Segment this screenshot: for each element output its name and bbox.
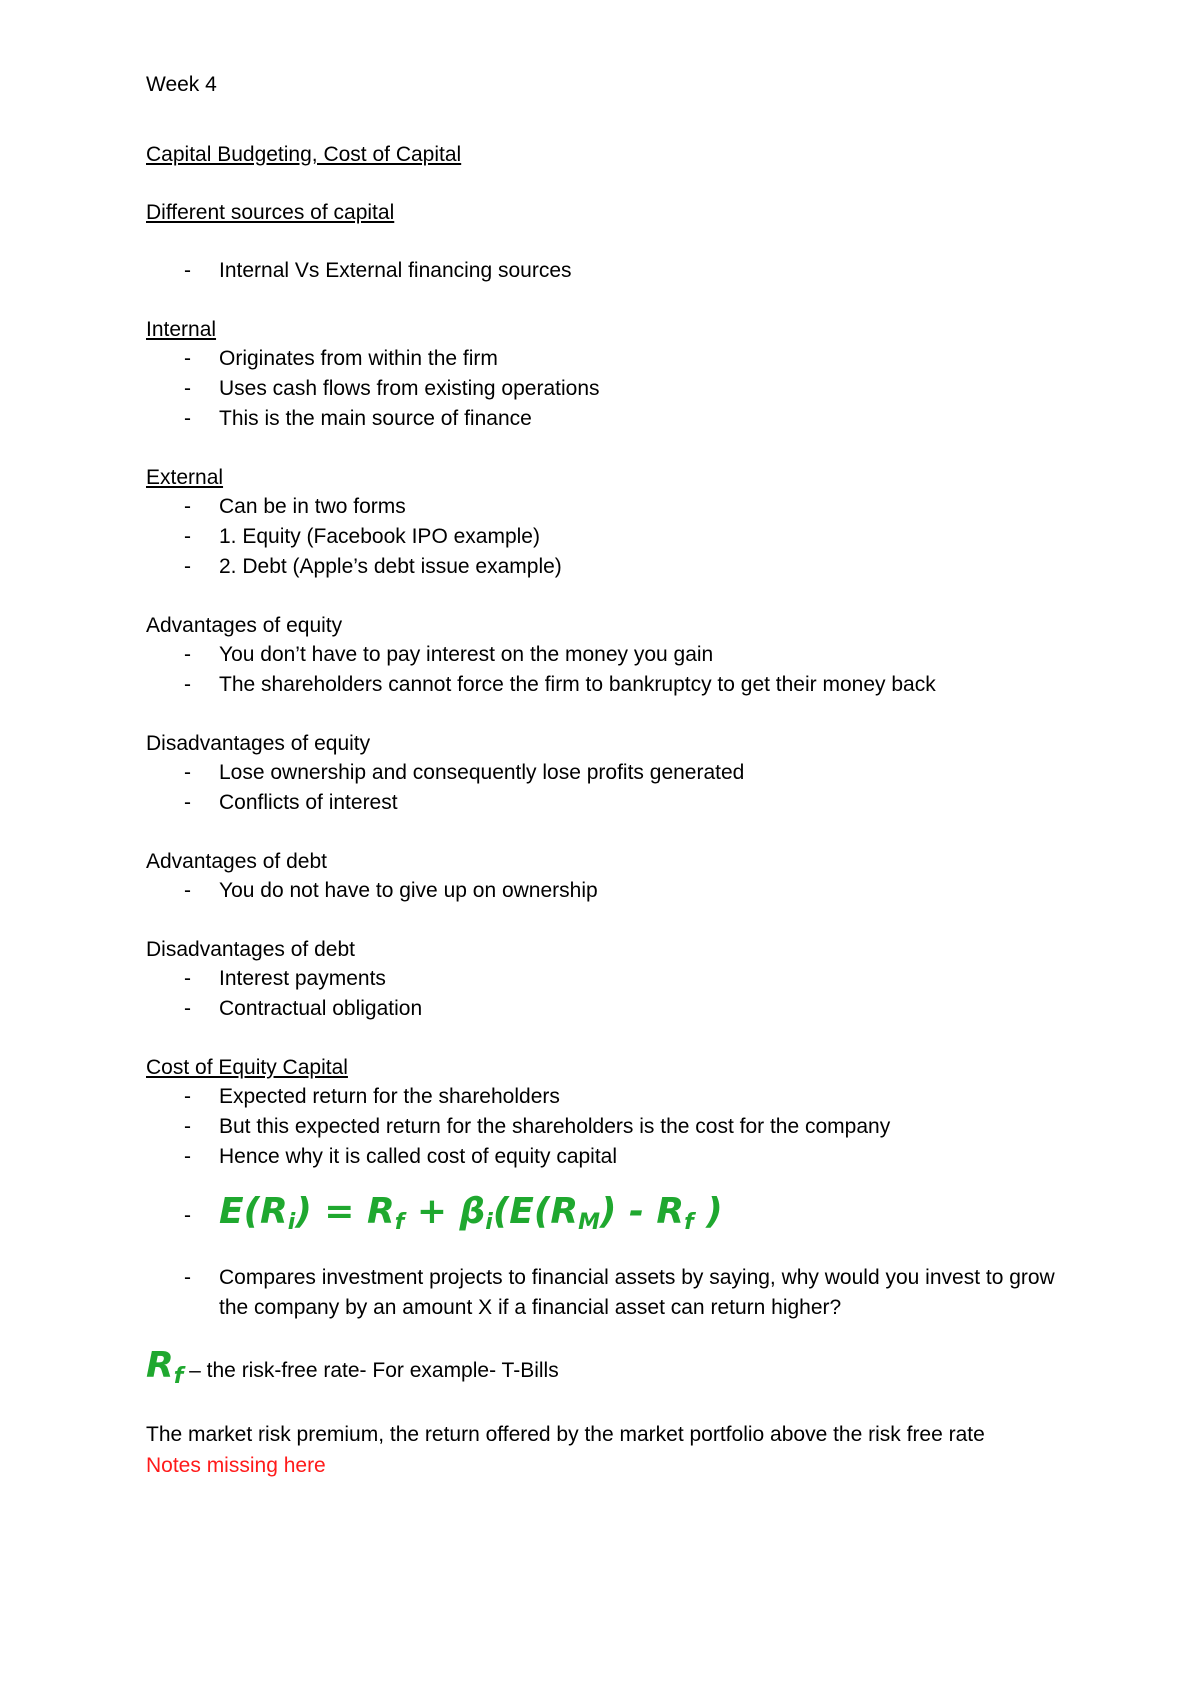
list-item: - Uses cash flows from existing operations (184, 377, 600, 400)
external-heading: External (146, 466, 224, 489)
page-title: Capital Budgeting, Cost of Capital (146, 143, 462, 166)
list-item: - Internal Vs External financing sources (184, 259, 572, 282)
adv-debt-heading: Advantages of debt (146, 850, 327, 873)
list-item: - But this expected return for the shareholders is the cost for the company (184, 1115, 891, 1138)
list-item: - Lose ownership and consequently lose profits generated (184, 761, 745, 784)
list-item: - The shareholders cannot force the firm to bankruptcy to get their money back (184, 673, 936, 696)
list-item: - Conflicts of interest (184, 791, 398, 814)
week-label: Week 4 (146, 73, 217, 96)
market-premium-text: The market risk premium, the return offered by the market portfolio above the risk free rate (146, 1423, 985, 1446)
cost-equity-heading: Cost of Equity Capital (146, 1056, 348, 1079)
list-item: - Contractual obligation (184, 997, 423, 1020)
rf-symbol: $R_f$ (146, 1345, 184, 1389)
list-item: - Interest payments (184, 967, 386, 990)
list-item: - Originates from within the firm (184, 347, 498, 370)
list-item: - You do not have to give up on ownership (184, 879, 598, 902)
list-item: - Compares investment projects to financial assets by saying, why would you invest to grow the company by an amount X if a financial asset can return higher? (184, 1266, 1055, 1319)
capm-formula-row: - $E(R_i) = R_f + \beta_i(E(R_M) - R_f$ ) (184, 1191, 723, 1235)
list-item: - This is the main source of finance (184, 407, 532, 430)
list-item: - 1. Equity (Facebook IPO example) (184, 525, 540, 548)
adv-equity-heading: Advantages of equity (146, 614, 343, 637)
notes-missing-text: Notes missing here (146, 1454, 326, 1477)
risk-free-line: $R_f$ – the risk-free rate- For example- T-Bills (146, 1345, 559, 1389)
document-page (146, 70, 1076, 1480)
disadv-debt-heading: Disadvantages of debt (146, 938, 355, 961)
internal-heading: Internal (146, 318, 217, 341)
list-item: - Expected return for the shareholders (184, 1085, 560, 1108)
list-item: - Hence why it is called cost of equity capital (184, 1145, 618, 1168)
list-item: - Can be in two forms (184, 495, 406, 518)
list-item: - 2. Debt (Apple’s debt issue example) (184, 555, 562, 578)
capm-formula: $E(R_i) = R_f + \beta_i(E(R_M) - R_f$ ) (219, 1191, 723, 1235)
disadv-equity-heading: Disadvantages of equity (146, 732, 371, 755)
list-item: - You don’t have to pay interest on the money you gain (184, 643, 714, 666)
sources-heading: Different sources of capital (146, 201, 395, 224)
